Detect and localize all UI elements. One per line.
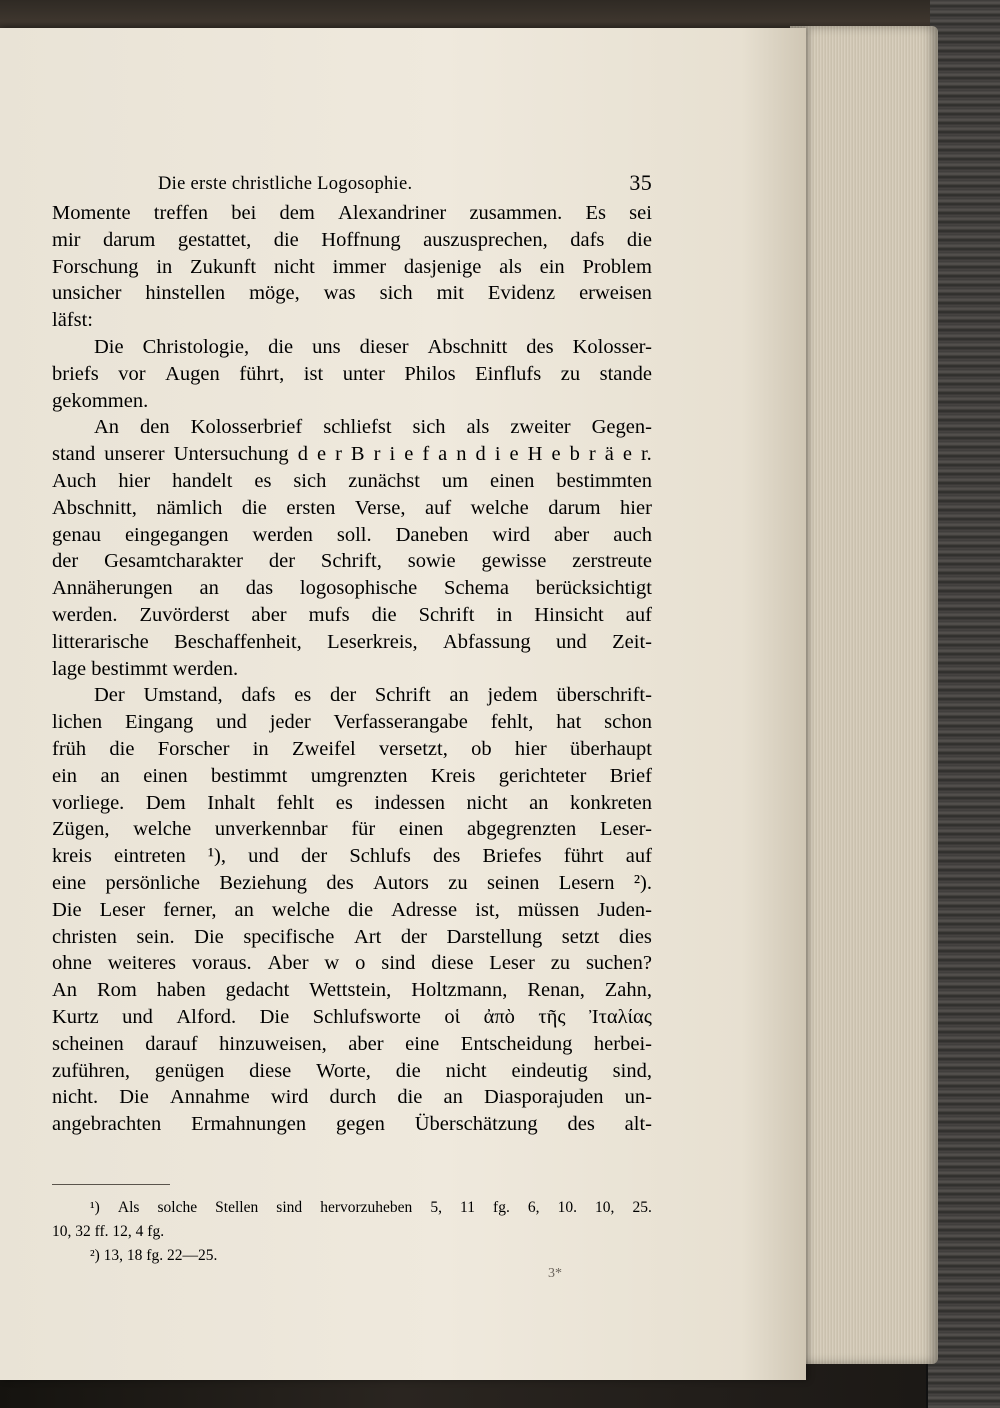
text-line: Momente treffen bei dem Alexandriner zusammen. Es sei [52, 202, 652, 224]
text-line: mir darum gestattet, die Hoffnung auszusprechen, dafs die [52, 228, 652, 251]
text-line: ohne weiteres voraus. Aber w o sind diese Leser zu suchen? [52, 952, 652, 975]
footnote-line: ¹) Als solche Stellen sind hervorzuheben 5, 11 fg. 6, 10. 10, 25. [90, 1199, 652, 1216]
text-line: Annäherungen an das logosophische Schema berücksichtigt [52, 577, 652, 600]
text-line: angebrachten Ermahnungen gegen Überschätzung des alt- [52, 1113, 652, 1136]
text-line: Der Umstand, dafs es der Schrift an jedem überschrift- [94, 684, 652, 707]
text-line: Kurtz und Alford. Die Schlufsworte οἱ ἀπὸ τῆς Ἰταλίας [52, 1006, 652, 1028]
footnote-line: 10, 32 ff. 12, 4 fg. [52, 1223, 165, 1240]
text-line: läfst: [52, 309, 93, 332]
book-page [0, 28, 806, 1380]
text-line: nicht. Die Annahme wird durch die an Diasporajuden un- [52, 1086, 652, 1109]
text-line: Die Christologie, die uns dieser Abschnitt des Kolosser- [94, 336, 652, 358]
signature-mark: 3* [548, 1266, 562, 1281]
text-line: früh die Forscher in Zweifel versetzt, ob hier überhaupt [52, 738, 652, 760]
text-line: scheinen darauf hinzuweisen, aber eine Entscheidung herbei- [52, 1032, 652, 1055]
text-line: An Rom haben gedacht Wettstein, Holtzmann, Renan, Zahn, [52, 979, 652, 1002]
text-line: unsicher hinstellen möge, was sich mit Evidenz erweisen [52, 282, 652, 305]
running-head-title: Die erste christliche Logosophie. [158, 174, 413, 194]
page-edges [790, 26, 938, 1364]
text-line: Zügen, welche unverkennbar für einen abgegrenzten Leser- [52, 818, 652, 841]
text-line: ein an einen bestimmt umgrenzten Kreis gerichteter Brief [52, 764, 652, 787]
text-line: lichen Eingang und jeder Verfasserangabe fehlt, hat schon [52, 711, 652, 734]
footnote-rule [52, 1184, 170, 1185]
text-line: vorliege. Dem Inhalt fehlt es indessen nicht an konkreten [52, 791, 652, 814]
text-line: werden. Zuvörderst aber mufs die Schrift in Hinsicht auf [52, 604, 652, 626]
text-line: christen sein. Die specifische Art der Darstellung setzt dies [52, 925, 652, 948]
text-line: litterarische Beschaffenheit, Leserkreis, Abfassung und Zeit- [52, 630, 652, 653]
text-line: gekommen. [52, 389, 149, 412]
text-line: stand unserer Untersuchung d e r B r i e f a n d i e H e b r ä e r. [52, 443, 652, 466]
text-line: zuführen, genügen diese Worte, die nicht eindeutig sind, [52, 1059, 652, 1082]
footnote-line: ²) 13, 18 fg. 22—25. [90, 1247, 218, 1264]
text-line: Die Leser ferner, an welche die Adresse ist, müssen Juden- [52, 898, 652, 921]
text-line: der Gesamtcharakter der Schrift, sowie gewisse zerstreute [52, 550, 652, 573]
text-line: An den Kolosserbrief schliefst sich als zweiter Gegen- [94, 416, 652, 439]
text-line: kreis eintreten ¹), und der Schlufs des Briefes führt auf [52, 845, 652, 868]
text-line: briefs vor Augen führt, ist unter Philos Einflufs zu stande [52, 362, 652, 385]
text-line: eine persönliche Beziehung des Autors zu seinen Lesern ²). [52, 872, 652, 894]
text-line: lage bestimmt werden. [52, 657, 239, 680]
text-line: genau eingegangen werden soll. Daneben wird aber auch [52, 523, 652, 546]
text-line: Auch hier handelt es sich zunächst um einen bestimmten [52, 470, 652, 492]
text-line: Forschung in Zukunft nicht immer dasjenige als ein Problem [52, 255, 652, 278]
text-line: Abschnitt, nämlich die ersten Verse, auf welche darum hier [52, 496, 652, 519]
page-number: 35 [629, 170, 652, 195]
